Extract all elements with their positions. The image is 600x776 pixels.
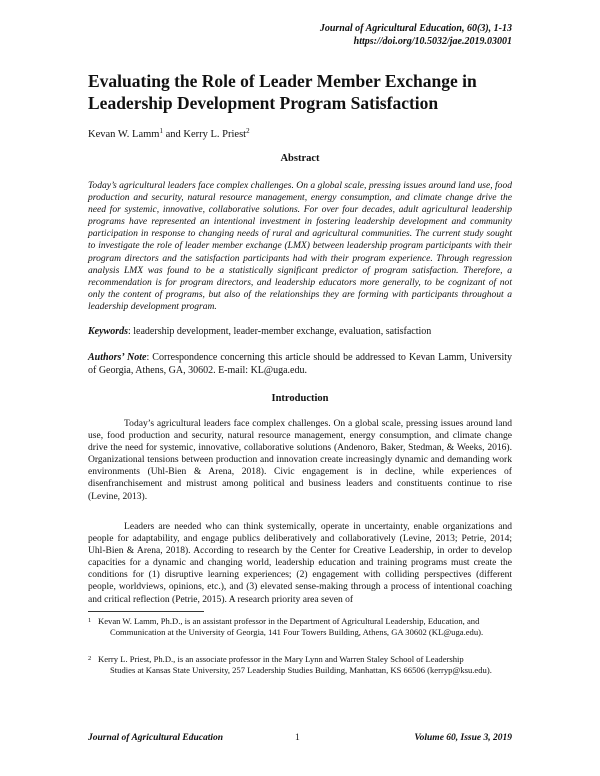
journal-citation: Journal of Agricultural Education, 60(3), 1-13	[319, 23, 512, 34]
abstract-heading: Abstract	[280, 153, 320, 164]
journal-header	[320, 22, 512, 48]
footer-journal: Journal of Agricultural Education	[88, 733, 224, 743]
article-title: Evaluating the Role of Leader Member Exchange in Leadership Development Program Satisfaction	[88, 71, 477, 113]
authors-note-label: Authors’ Note	[88, 352, 147, 363]
footnote-number: 2	[88, 655, 92, 662]
paragraph-text: Leaders are needed who can think systemically, operate in uncertainty, enable organizations and people for adaptability, and engage publics deliberatively and collaboratively (Levine, 2013; Petrie, 2014; Uhl-Bien & Arena, 2018). According to research by the Center for Creative Leadership, in order to develop capacities for a dynamic and changing world, leadership education and training programs must create the conditions for (1) disruptive learning experiences; (2) engagement with colliding perspectives (different people, worldviews, opinions, etc.), and (3) elevated sense-making through a process of intentional coaching and critical reflection (Petrie, 2015). A research priority area seven of	[88, 521, 512, 605]
footnote-2	[88, 654, 512, 675]
authors-note-text: : Correspondence concerning this article should be addressed to Kevan Lamm, University of Georgia, Athens, GA, 30602. E-mail: KL@uga.edu.	[88, 352, 512, 376]
footnote-1	[88, 616, 512, 637]
author-conjunction: and	[162, 129, 184, 140]
footer-issue: Volume 60, Issue 3, 2019	[414, 733, 512, 743]
introduction-paragraph-2	[88, 521, 512, 606]
footnote-mark: 1	[159, 127, 163, 135]
paragraph-text: Today’s agricultural leaders face complex challenges. On a global scale, pressing issues around land use, food production and security, natural resource management, energy consumption, and climate change drive the need for systemic, innovative, collaborative solutions (Andenoro, Baker, Stedman, & Weeks, 2016). Organizational tensions between production and innovation create increasingly dynamic and demanding work environments (Uhl-Bien & Arena, 2018). Civic engagement is in decline, while experiences of disenfranchisement and mistrust among political and business leaders and constituents continue to rise (Levine, 2013).	[88, 418, 512, 502]
author-name: Kevan W. Lamm	[88, 129, 160, 140]
keywords-label: Keywords	[88, 326, 128, 337]
introduction-paragraph-1	[88, 418, 512, 503]
footnote-text: Kerry L. Priest, Ph.D., is an associate professor in the Mary Lynn and Warren Staley School of Leadership	[98, 654, 464, 664]
introduction-heading: Introduction	[271, 393, 329, 404]
abstract-text: Today’s agricultural leaders face complex challenges. On a global scale, pressing issues around land use, food production and security, natural resource management, energy consumption, and climate change drive the need for systemic, innovative, collaborative solutions. For over four decades, adult agricultural leadership programs have represented an intentional investment in fostering leadership development and community participation in response to changing needs of rural and agricultural communities. The current study sought to investigate the role of leader member exchange (LMX) between leadership program participants with their program directors and the satisfaction participants had with their program experience. Through regression analysis LMX was found to be a statistically significant predictor of program satisfaction. Therefore, a recommendation is for program directors, and leadership educators more generally, to be cognizant of not only the content of programs, but also of the relationships they are forming with participants throughout a leadership development program.	[88, 180, 512, 312]
footnote-text-continued: Studies at Kansas State University, 257 Leadership Studies Building, Manhattan, KS 66506 (kerryp@ksu.edu).	[110, 664, 492, 675]
author-line	[88, 127, 250, 140]
keywords	[88, 326, 512, 337]
footnote-text-continued: Communication at the University of Georgia, 141 Four Towers Building, Athens, GA 30602 (KL@uga.edu).	[110, 626, 484, 637]
footnote-divider	[88, 611, 204, 612]
keywords-text: : leadership development, leader-member exchange, evaluation, satisfaction	[128, 326, 432, 337]
footnote-text: Kevan W. Lamm, Ph.D., is an assistant professor in the Department of Agricultural Leadership, Education, and	[98, 616, 480, 626]
footnote-mark: 2	[246, 127, 250, 135]
author-name: Kerry L. Priest	[183, 129, 247, 140]
footnote-number: 1	[88, 617, 92, 624]
authors-note	[88, 352, 512, 377]
page-number: 1	[295, 733, 300, 743]
doi-link[interactable]: https://doi.org/10.5032/jae.2019.03001	[353, 36, 512, 47]
